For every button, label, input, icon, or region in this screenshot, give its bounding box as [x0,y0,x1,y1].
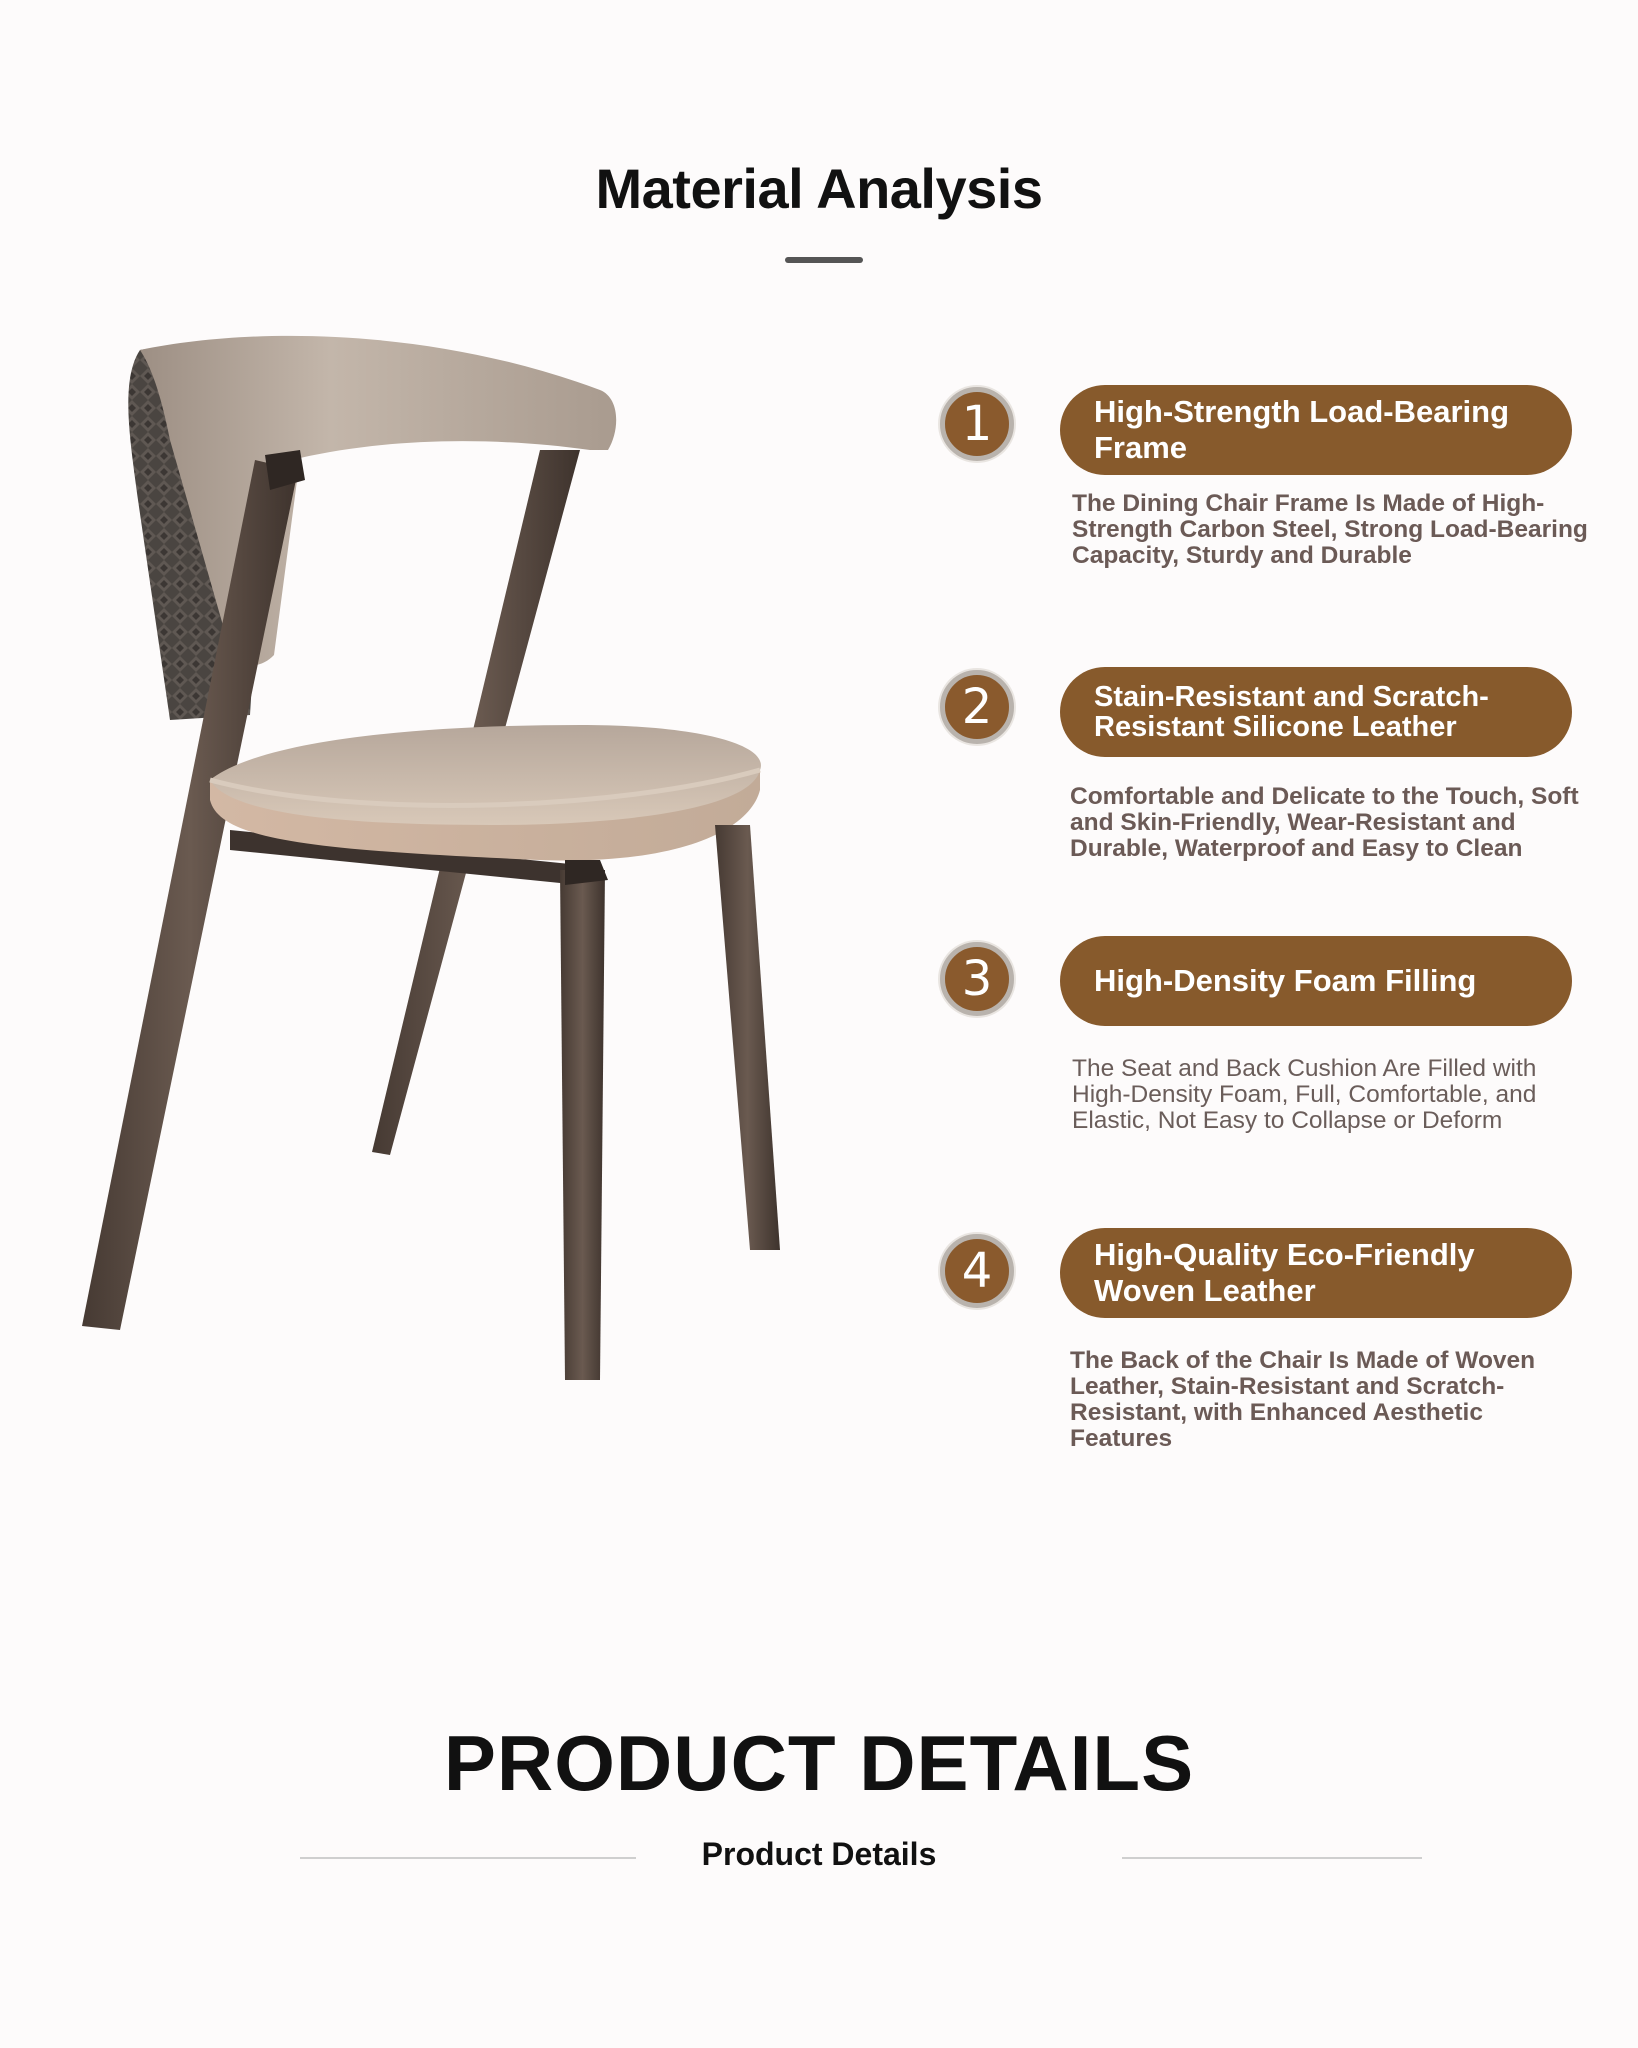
feature-title-pill: High-Quality Eco-Friendly Woven Leather [1060,1228,1572,1318]
divider-right [1122,1857,1422,1859]
feature-description: Comfortable and Delicate to the Touch, Soft and Skin-Friendly, Wear-Resistant and Durable, Waterproof and Easy to Clean [1070,783,1579,862]
dining-chair-image [60,320,900,1400]
title-underline [785,257,863,263]
feature-description: The Dining Chair Frame Is Made of High-Strength Carbon Steel, Strong Load-Bearing Capacity, Sturdy and Durable [1072,490,1588,569]
product-details-subtitle: Product Details [701,1836,937,1872]
feature-number-badge: 4 [940,1234,1014,1308]
feature-title-pill: Stain-Resistant and Scratch-Resistant Silicone Leather [1060,667,1572,757]
feature-number-badge: 1 [940,387,1014,461]
feature-number-badge: 3 [940,942,1014,1016]
feature-description: The Back of the Chair Is Made of Woven Leather, Stain-Resistant and Scratch-Resistant, with Enhanced Aesthetic Features [1070,1347,1536,1452]
product-details-heading: PRODUCT DETAILS [443,1719,1195,1807]
feature-title-pill: High-Density Foam Filling [1060,936,1572,1026]
page-title: Material Analysis [595,157,1043,220]
feature-title-pill: High-Strength Load-Bearing Frame [1060,385,1572,475]
feature-description: The Seat and Back Cushion Are Filled with High-Density Foam, Full, Comfortable, and Elastic, Not Easy to Collapse or Deform [1072,1055,1537,1134]
feature-number-badge: 2 [940,670,1014,744]
